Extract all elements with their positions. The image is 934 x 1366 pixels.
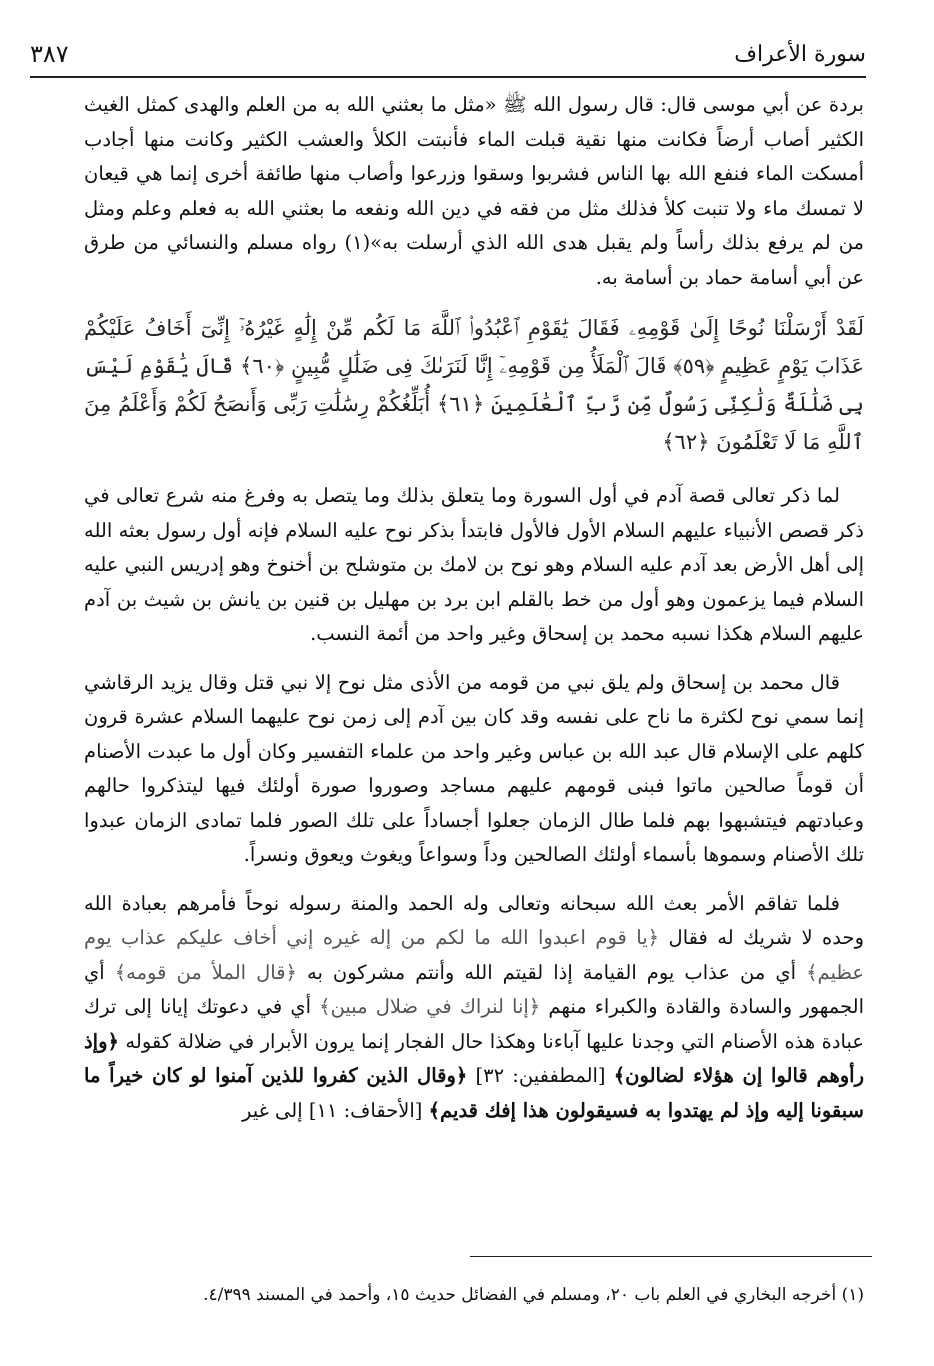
quran-quote: ﴿يا قوم اعبدوا الله ما لكم من إله غيره إني أخاف عليكم عذاب يوم عظيم﴾ [84, 926, 864, 984]
quran-quote: ﴿قال الملأ من قومه﴾ [114, 960, 297, 984]
text-run: أي الجمهور والسادة والقادة والكبراء منهم [84, 960, 865, 1018]
surah-title: سورة الأعراف [734, 42, 866, 67]
text-run: [الأحقاف: ١١] إلى غير [241, 1098, 423, 1122]
footnote-marker: (١) [841, 1285, 864, 1305]
text-run: أي من عذاب يوم القيامة إذا لقيتم الله وأنتم مشركون به [306, 960, 797, 984]
quran-verses: لَقَدْ أَرْسَلْنَا نُوحًا إِلَىٰ قَوْمِهِۦ فَقَالَ يَٰقَوْمِ ٱعْبُدُوا۟ ٱللَّهَ مَا لَكُم مِّنْ إِلَٰهٍ غَيْرُهُۥٓ إِنِّىٓ أَخَافُ عَلَيْكُمْ عَذَابَ يَوْمٍ عَظِيمٍ ﴿٥٩﴾ قَالَ ٱلْمَلَأُ مِن قَوْمِهِۦٓ إِنَّا لَنَرَىٰكَ فِى ضَلَٰلٍ مُّبِينٍ ﴿٦٠﴾ قَالَ يَٰقَوْمِ لَيْسَ بِى ضَلَٰلَةٌ وَلَٰكِنِّى رَسُولٌ مِّن رَّبِّ ٱلْعَٰلَمِينَ ﴿٦١﴾ أُبَلِّغُكُمْ رِسَٰلَٰتِ رَبِّى وَأَنصَحُ لَكُمْ وَأَعْلَمُ مِنَ ٱللَّهِ مَا لَا تَعْلَمُونَ ﴿٦٢﴾ [84, 316, 864, 454]
paragraph-ibn-ishaq: قال محمد بن إسحاق ولم يلق نبي من قومه من الأذى مثل نوح إلا نبي قتل وقال يزيد الرقاشي إنما سمي نوح لكثرة ما ناح على نفسه وقد كان بين آدم إلى زمن نوح عليهما السلام عشرة قرون كلهم على الإسلام قال عبد الله بن عباس وغير واحد من علماء التفسير وكان أول ما عبدت الأصنام أن قوماً صالحين ماتوا فبنى قومهم عليهم مساجد وصوروا صورة أولئك فيها ليتذكروا حالهم وعبادتهم فيتشبهوا بهم فلما طال الزمان جعلوا أجساداً على تلك الصور فلما تمادى الزمان عبدوا تلك الأصنام وسموها بأسماء أولئك الصالحين وداً وسواعاً ويغوث ويعوق ونسراً. [84, 670, 864, 866]
footnote-text: أخرجه البخاري في العلم باب ٢٠، ومسلم في الفضائل حديث ١٥، وأحمد في المسند ٤/٣٩٩. [203, 1285, 837, 1305]
page-header [30, 40, 866, 74]
page-body [84, 88, 864, 1128]
quran-quote-bold: ﴿وقال الذين كفروا للذين آمنوا لو كان خيراً ما سبقونا إليه وإذ لم يهتدوا به فسيقولون هذا إفك قديم﴾ [84, 1064, 864, 1122]
paragraph-gap [84, 873, 864, 887]
paragraph-tafsir [84, 887, 864, 1129]
footnote-rule [470, 1256, 872, 1257]
text-run: فلما تفاقم الأمر بعث الله سبحانه وتعالى وله الحمد والمنة رسوله نوحاً فأمرهم بعبادة الله وحده لا شريك له فقال [84, 891, 864, 949]
paragraph-intro-nuh: لما ذكر تعالى قصة آدم في أول السورة وما يتعلق بذلك وما يتصل به وفرغ منه شرع تعالى في ذكر قصص الأنبياء عليهم السلام الأول فالأول فابتدأ بذكر نوح عليه السلام فإنه أول رسول بعثه الله إلى أهل الأرض بعد آدم عليه السلام وهو نوح بن لامك بن متوشلح بن أخنوخ وهو إدريس النبي عليه السلام فيما يزعمون وهو أول من خط بالقلم ابن برد بن مهليل بن قنين بن يانش بن شيث بن آدم عليهم السلام هكذا نسبه محمد بن إسحاق وغير واحد من أئمة النسب. [84, 484, 864, 645]
footnote [84, 1282, 864, 1308]
quran-quote-bold: ﴿وإذ رأوهم قالوا إن هؤلاء لضالون﴾ [84, 1029, 865, 1087]
paragraph-hadith: بردة عن أبي موسى قال: قال رسول الله ﷺ «مثل ما بعثني الله به من العلم والهدى كمثل الغيث الكثير أصاب أرضاً فكانت منها نقية قبلت الماء فأنبتت الكلأ والعشب الكثير وكانت منها أجادب أمسكت الماء فنفع الله بها الناس فشربوا وسقوا وزرعوا وأصاب منها طائفة أخرى إنما هي قيعان لا تمسك ماء ولا تنبت كلأ فذلك مثل من فقه في دين الله ونفعه ما بعثني الله به فعلم وعلم ومثل من لم يرفع بذلك رأساً ولم يقبل هدى الله الذي أرسلت به»(١) رواه مسلم والنسائي من طرق عن أبي أسامة حماد بن أسامة به. [84, 93, 864, 289]
paragraph-gap [84, 652, 864, 666]
header-rule [30, 76, 866, 78]
text-run: أي في دعوتك إيانا إلى ترك عبادة هذه الأصنام التي وجدنا عليها آباءنا وهكذا حال الفجار إنما يرون الأبرار في ضلالة كقوله [84, 995, 864, 1053]
text-run: [المطففين: ٣٢] [475, 1064, 606, 1087]
quran-quote: ﴿إنا لنراك في ضلال مبين﴾ [319, 995, 541, 1018]
page-number: ٣٨٧ [30, 40, 69, 68]
